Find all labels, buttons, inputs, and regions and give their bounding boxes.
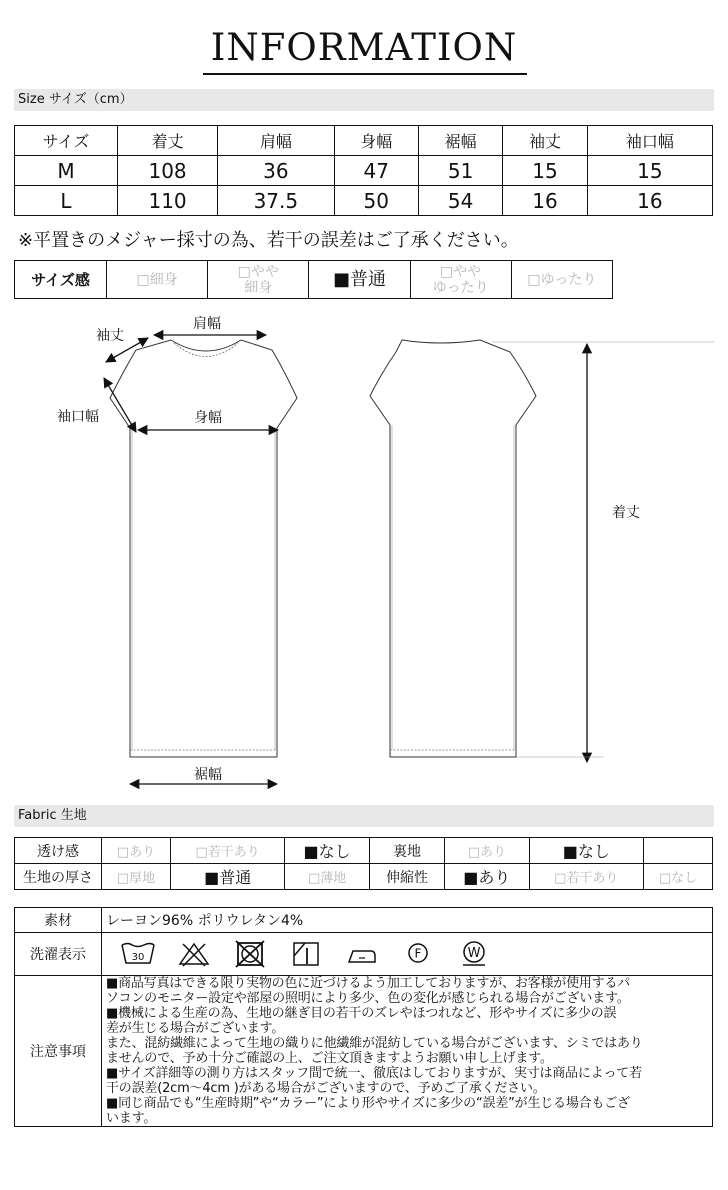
caution-line: 干の誤差(2cm〜4cm )がある場合がございますので、予めご了承ください。: [106, 1081, 546, 1096]
size-cell: 108: [118, 156, 218, 186]
material-label: 素材: [15, 908, 102, 933]
low-iron-icon: [334, 937, 390, 971]
size-feel-option: [107, 261, 208, 299]
size-cell: 54: [418, 186, 502, 216]
care-icons: [106, 933, 708, 975]
measurement-note: ※平置きのメジャー採寸の為、若干の誤差はご了承ください。: [18, 230, 519, 251]
shoulder-width-label: 肩幅: [193, 316, 221, 332]
size-feel-table: [14, 260, 613, 299]
size-cell: 36: [218, 156, 334, 186]
page-title: INFORMATION: [210, 26, 518, 69]
fabric-option-selected: ■あり: [445, 864, 529, 890]
caution-line: また、混紡繊維によって生地の織りに他繊維が混紡している場合がございます、シミではあり: [106, 1036, 643, 1051]
table-row: [15, 976, 713, 1127]
garment-diagram: [14, 300, 714, 800]
fabric-option: □厚地: [102, 864, 171, 890]
fabric-option-selected: ■なし: [285, 838, 369, 864]
size-feel-option: [208, 261, 309, 299]
wet-clean-w-icon: [446, 937, 502, 971]
caution-line: ■商品写真はできる限り実物の色に近づけるよう加工しておりますが、お客様が使用するパ: [106, 976, 631, 991]
sleeve-length-label: 袖丈: [96, 328, 124, 344]
fabric-label: 透け感: [15, 838, 102, 864]
dry-clean-letter: F: [414, 946, 422, 961]
size-table-header-row: [15, 126, 713, 156]
caution-line: います。: [106, 1111, 157, 1126]
material-value: レーヨン96% ポリウレタン4%: [102, 908, 713, 933]
size-header-cell: 着丈: [118, 126, 218, 156]
size-cell: 16: [503, 186, 587, 216]
fabric-section-header: Fabric 生地: [14, 805, 714, 827]
no-tumble-dry-icon: [222, 937, 278, 971]
table-row: [15, 908, 713, 933]
total-length-label: 着丈: [612, 505, 640, 521]
size-feel-option-selected: [309, 261, 410, 299]
size-header-cell: 身幅: [334, 126, 418, 156]
size-header-cell: 裾幅: [418, 126, 502, 156]
size-section-header: Size サイズ（cm）: [14, 89, 714, 111]
size-cell: M: [15, 156, 118, 186]
fabric-option: □あり: [445, 838, 529, 864]
fabric-label: 裏地: [369, 838, 444, 864]
size-cell: 37.5: [218, 186, 334, 216]
fabric-label: 生地の厚さ: [15, 864, 102, 890]
size-cell: 15: [503, 156, 587, 186]
line-dry-shade-icon: [278, 937, 334, 971]
size-feel-row: [15, 261, 613, 299]
size-header-cell: 肩幅: [218, 126, 334, 156]
size-cell: 15: [587, 156, 712, 186]
caution-line: ■サイズ詳細等の測り方はスタッフ間で統一、徹底はしておりますが、実寸は商品によって若: [106, 1066, 642, 1081]
caution-notes: [102, 976, 713, 1127]
fabric-option: □あり: [102, 838, 171, 864]
fabric-option: □若干あり: [529, 864, 644, 890]
size-feel-option-text: ■普通: [332, 268, 386, 290]
front-neckline: [174, 343, 238, 357]
fabric-option-selected: ■なし: [529, 838, 644, 864]
fabric-option-selected: ■普通: [170, 864, 285, 890]
size-feel-option-text: ゆったり: [432, 279, 489, 296]
table-row: [15, 838, 713, 864]
dry-clean-f-icon: [390, 937, 446, 971]
table-row: [15, 864, 713, 890]
fabric-option: □若干あり: [170, 838, 285, 864]
fabric-option: [644, 838, 713, 864]
washing-label: 洗濯表示: [15, 933, 102, 976]
table-row: [15, 186, 713, 216]
no-bleach-icon: [166, 937, 222, 971]
size-feel-option-text: □やや: [237, 263, 279, 280]
caution-line: ■同じ商品でも“生産時期”や“カラー”により形やサイズに多少の“誤差”が生じる場合もござ: [106, 1096, 630, 1111]
washing-icons-cell: [102, 933, 713, 976]
size-header-cell: 袖丈: [503, 126, 587, 156]
caution-line: ませんので、予め十分ご確認の上、ご注文頂きますようお願い申し上げます。: [106, 1051, 553, 1066]
size-cell: 110: [118, 186, 218, 216]
caution-line: 差が生じる場合がございます。: [106, 1021, 285, 1036]
size-feel-option: [511, 261, 612, 299]
size-header-cell: サイズ: [15, 126, 118, 156]
cuff-width-label: 袖口幅: [57, 409, 99, 425]
info-table: [14, 907, 713, 1127]
size-feel-option-text: □細身: [136, 271, 178, 288]
size-feel-option-text: □ゆったり: [527, 271, 597, 288]
size-feel-label: サイズ感: [15, 261, 107, 299]
fabric-option: □薄地: [285, 864, 369, 890]
caution-line: ソコンのモニター設定や部屋の照明により多少、色の変化が感じられる場合がございます。: [106, 991, 630, 1006]
table-row: [15, 156, 713, 186]
size-cell: 51: [418, 156, 502, 186]
size-feel-option: [410, 261, 511, 299]
cuff-width-arrow: [104, 378, 136, 432]
wash-temp-label: 30: [131, 952, 145, 963]
size-cell: L: [15, 186, 118, 216]
fabric-option: □なし: [644, 864, 713, 890]
size-header-cell: 袖口幅: [587, 126, 712, 156]
title-underline: [203, 73, 527, 75]
back-dress-outline: [370, 340, 536, 757]
caution-line: ■機械による生産の為、生地の継ぎ目の若干のズレやほつれなど、形やサイズに多少の誤: [106, 1006, 617, 1021]
size-cell: 50: [334, 186, 418, 216]
wet-clean-letter: W: [467, 946, 481, 961]
fabric-table: [14, 837, 713, 890]
caution-label: 注意事項: [15, 976, 102, 1127]
size-feel-option-text: 細身: [244, 279, 273, 296]
front-dress-outline: [110, 340, 297, 757]
body-width-label: 身幅: [194, 410, 222, 426]
hem-width-label: 裾幅: [194, 767, 222, 783]
size-cell: 47: [334, 156, 418, 186]
size-table: [14, 125, 713, 216]
size-feel-option-text: □やや: [440, 263, 482, 280]
table-row: [15, 933, 713, 976]
size-cell: 16: [587, 186, 712, 216]
fabric-label: 伸縮性: [369, 864, 444, 890]
wash-30-icon: [110, 937, 166, 971]
